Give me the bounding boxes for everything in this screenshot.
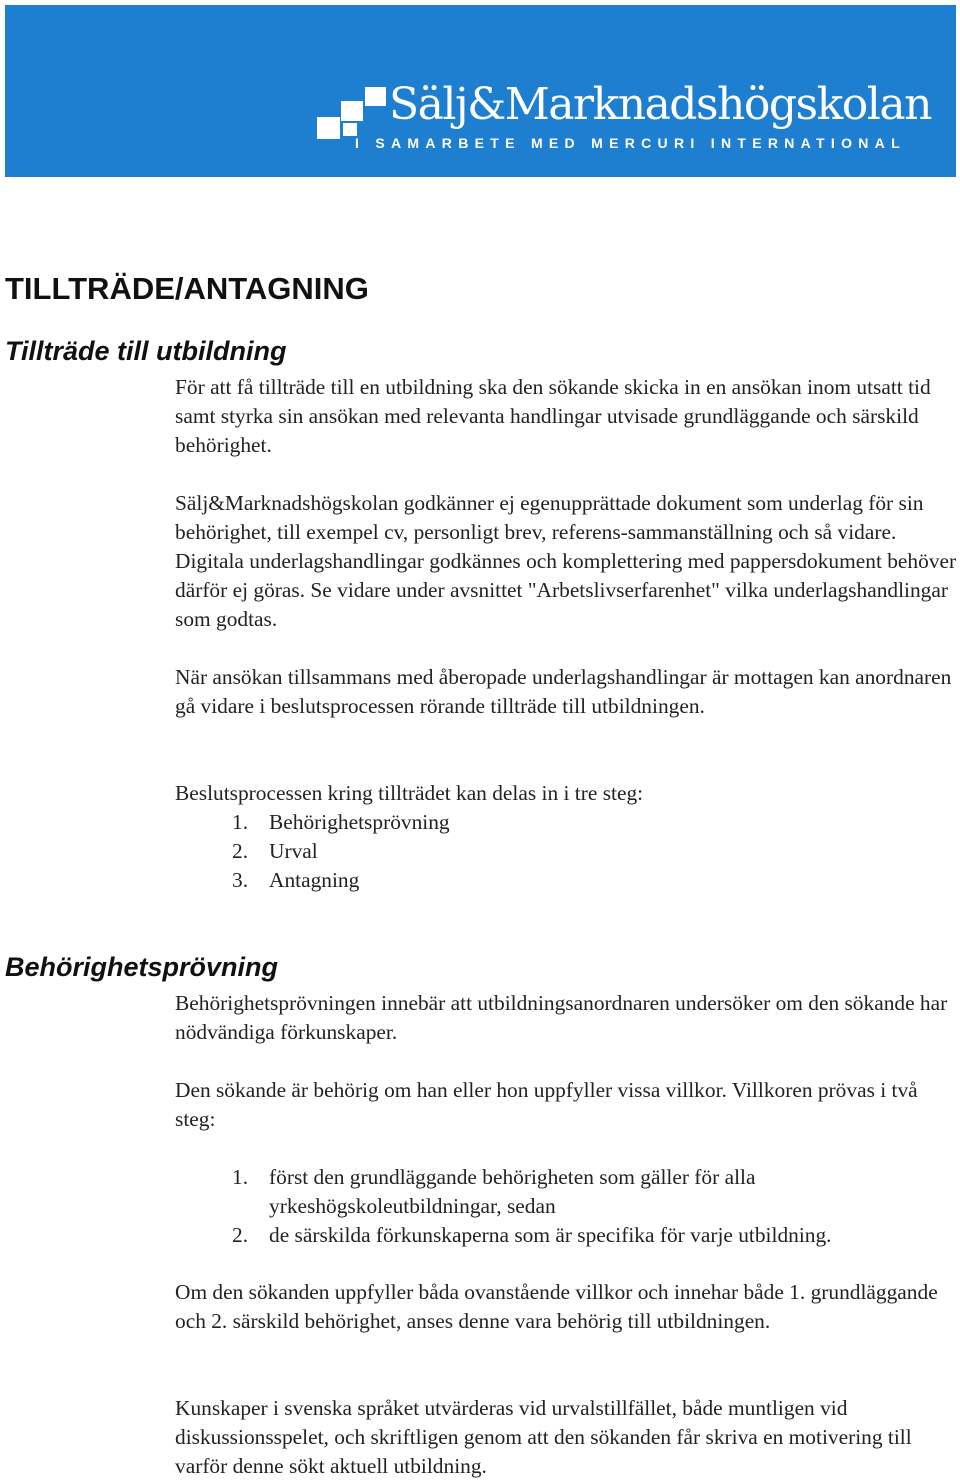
list-item (175, 866, 960, 895)
list-number: 2. (232, 1223, 249, 1247)
list-text: Urval (269, 839, 318, 863)
list-text: de särskilda förkunskaperna som är specifika för varje utbildning. (269, 1223, 832, 1247)
list-number: 2. (232, 839, 249, 863)
list-text: Behörighetsprövning (269, 810, 450, 834)
paragraph: Om den sökanden uppfyller båda ovanstående villkor och innehar både 1. grundläggande och 2. särskild behörighet, anses denne vara behörig till utbildningen. (175, 1280, 938, 1333)
paragraph: Behörighetsprövningen innebär att utbildningsanordnaren undersöker om den sökande har nödvändiga förkunskaper. (175, 991, 948, 1044)
list-number: 1. (232, 810, 249, 834)
page-title: TILLTRÄDE/ANTAGNING (5, 271, 369, 306)
steps-list (175, 808, 960, 895)
conditions-list (175, 1163, 960, 1250)
list-item (175, 1221, 960, 1250)
list-item (175, 1163, 960, 1221)
paragraph: Beslutsprocessen kring tillträdet kan delas in i tre steg: (175, 781, 644, 805)
list-text: först den grundläggande behörigheten som gäller för alla yrkeshögskoleutbildningar, sedan (269, 1165, 756, 1218)
list-item (175, 808, 960, 837)
header-banner (5, 5, 956, 177)
paragraph: Den sökande är behörig om han eller hon uppfyller vissa villkor. Villkoren prövas i två steg: (175, 1078, 918, 1131)
logo-squares-icon (317, 87, 387, 141)
brand-tagline: I SAMARBETE MED MERCURI INTERNATIONAL (355, 135, 906, 151)
list-text: Antagning (269, 868, 360, 892)
list-item (175, 837, 960, 866)
list-number: 1. (232, 1165, 249, 1189)
paragraph: När ansökan tillsammans med åberopade underlagshandlingar är mottagen kan anordnaren gå vidare i beslutsprocessen rörande tillträde till utbildningen. (175, 665, 952, 718)
paragraph: För att få tillträde till en utbildning ska den sökande skicka in en ansökan inom utsatt tid samt styrka sin ansökan med relevanta handlingar utvisade grundläggande och särskild behörighet. (175, 375, 931, 457)
paragraph: Sälj&Marknadshögskolan godkänner ej egenupprättade dokument som underlag för sin behörighet, till exempel cv, personligt brev, referens-sammanställning och så vidare. Digitala underlagshandlingar godkännes och komplettering med pappersdokument behöver därför ej göras. Se vidare under avsnittet "Arbetslivserfarenhet" vilka underlagshandlingar som godtas. (175, 491, 957, 631)
brand-name: Sälj&Marknadshögskolan (389, 79, 931, 130)
paragraph: Kunskaper i svenska språket utvärderas vid urvalstillfället, både muntligen vid diskussionsspelet, och skriftligen genom att den sökanden får skriva en motivering till varför denne sökt aktuell utbildning. (175, 1396, 912, 1478)
section-heading-tilltrade: Tillträde till utbildning (5, 336, 287, 366)
section-heading-behorighetsprovning: Behörighetsprövning (5, 952, 279, 982)
list-number: 3. (232, 868, 249, 892)
